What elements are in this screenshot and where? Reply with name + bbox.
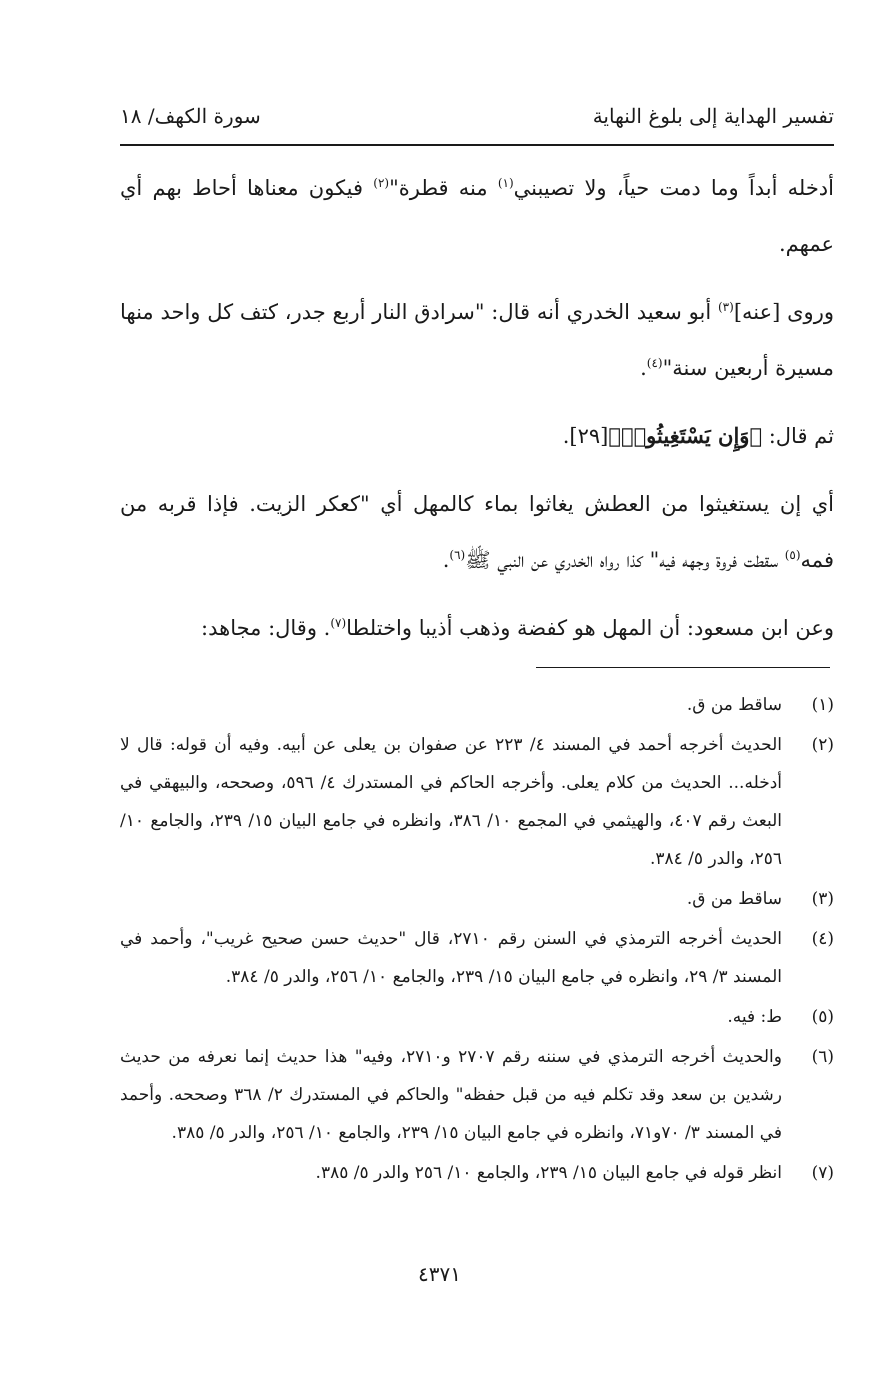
- paragraph-text: [٢٩].: [562, 424, 609, 448]
- footnote-item: [120, 998, 834, 1036]
- paragraph-text: منه قطرة": [389, 176, 498, 200]
- footnote-item: [120, 1154, 834, 1192]
- paragraph-text: أي إن يستغيثوا من العطش يغاثوا بماء كالمهل أي "كعكر الزيت. فإذا قربه من فمه: [120, 492, 834, 572]
- footnote-number: (١): [811, 695, 834, 715]
- surah-page-label: سورة الكهف/ ١٨: [120, 104, 261, 128]
- header-divider: [120, 144, 834, 146]
- paragraph-text: فيكون معناها أحاط بهم أي عمهم.: [120, 176, 834, 256]
- quran-verse: ﴿وَإِن يَسْتَغِيثُوا۟﴾: [608, 423, 763, 448]
- paragraph-text: .: [442, 548, 450, 572]
- footnote-text: ط: فيه.: [727, 1007, 782, 1027]
- paragraph-5: [120, 600, 834, 656]
- footnote-item: [120, 1038, 834, 1152]
- paragraph-3: [120, 408, 834, 464]
- paragraph-text: . وقال: مجاهد:: [201, 616, 331, 640]
- book-title: تفسير الهداية إلى بلوغ النهاية: [592, 104, 834, 128]
- footnote-item: [120, 686, 834, 724]
- running-header: [120, 100, 834, 140]
- footnote-marker: (٥): [784, 548, 801, 562]
- paragraph-text: ثم قال:: [762, 424, 834, 448]
- paragraph-4: [120, 476, 834, 588]
- main-text: [120, 160, 834, 668]
- footnote-number: (٤): [811, 929, 834, 949]
- footnote-marker: (٤): [646, 356, 663, 370]
- footnote-number: (٦): [811, 1047, 834, 1067]
- footnote-divider: [536, 667, 830, 668]
- paragraph-text: وعن ابن مسعود: أن المهل هو كفضة وذهب أذيبا واختلطا: [346, 616, 834, 640]
- paragraph-text: أدخله أبداً وما دمت حياً، ولا تصيبني: [513, 176, 834, 200]
- paragraph-text: أبو سعيد الخدري أنه قال: "سرادق النار أربع جدر، كتف كل واحد منها مسيرة أربعين سنة": [120, 300, 834, 380]
- footnote-marker: (٣): [717, 300, 734, 314]
- footnote-number: (٣): [811, 889, 834, 909]
- footnote-item: [120, 726, 834, 878]
- paragraph-text: .: [640, 356, 647, 380]
- page-number: ٤٣٧١: [418, 1262, 461, 1286]
- paragraph-2: [120, 284, 834, 396]
- footnote-marker: (١): [497, 176, 514, 190]
- paragraph-text: سقطت فروة وجهه فيه" كذا رواه الخدري عن النبي ﷺ: [465, 548, 785, 572]
- footnote-text: الحديث أخرجه أحمد في المسند ٤/ ٢٢٣ عن صفوان بن يعلى عن أبيه. وفيه أن قوله: قال لا أدخله... الحديث من كلام يعلى. وأخرجه الحاكم في المستدرك ٤/ ٥٩٦، وصححه، والبيهقي في البعث رقم ٤٠٧، والهيثمي في المجمع ١٠/ ٣٨٦، وانظره في جامع البيان ١٥/ ٢٣٩، والجامع ١٠/ ٢٥٦، والدر ٥/ ٣٨٤.: [120, 735, 783, 869]
- footnote-text: انظر قوله في جامع البيان ١٥/ ٢٣٩، والجامع ١٠/ ٢٥٦ والدر ٥/ ٣٨٥.: [315, 1163, 782, 1183]
- paragraph-1: [120, 160, 834, 272]
- footnote-marker: (٦): [449, 548, 466, 562]
- footnotes: [120, 686, 834, 1194]
- footnote-text: ساقط من ق.: [686, 695, 782, 715]
- footnote-number: (٥): [811, 1007, 834, 1027]
- footnote-number: (٧): [811, 1163, 834, 1183]
- footnote-marker: (٢): [373, 176, 390, 190]
- footnote-text: الحديث أخرجه الترمذي في السنن رقم ٢٧١٠، قال "حديث حسن صحيح غريب"، وأحمد في المسند ٣/ ٢٩، وانظره في جامع البيان ١٥/ ٢٣٩، والجامع ١٠/ ٢٥٦، والدر ٥/ ٣٨٤.: [120, 929, 782, 987]
- footnote-text: والحديث أخرجه الترمذي في سننه رقم ٢٧٠٧ و٢٧١٠، وفيه" هذا حديث إنما نعرفه من حديث رشدين بن سعد وقد تكلم فيه من قبل حفظه" والحاكم في المستدرك ٢/ ٣٦٨ وصححه. وأحمد في المسند ٣/ ٧٠و٧١، وانظره في جامع البيان ١٥/ ٢٣٩، والجامع ١٠/ ٢٥٦، والدر ٥/ ٣٨٥.: [120, 1047, 782, 1143]
- footnote-number: (٢): [811, 735, 834, 755]
- footnote-item: [120, 920, 834, 996]
- paragraph-text: وروى [عنه]: [733, 300, 834, 324]
- footnote-text: ساقط من ق.: [686, 889, 782, 909]
- footnote-marker: (٧): [330, 616, 347, 630]
- footnote-item: [120, 880, 834, 918]
